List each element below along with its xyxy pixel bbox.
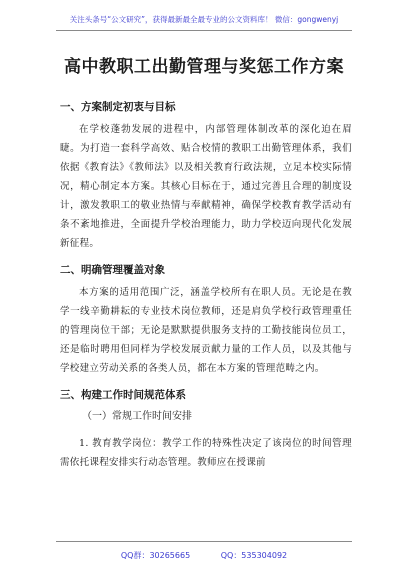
page-header-note: 关注头条号“公文研究”，获得最新最全最专业的公文资料库！ 微信：gongwenyj [69, 15, 339, 24]
document-title: 高中教职工出勤管理与奖惩工作方案 [64, 57, 344, 77]
footer-divider [56, 541, 352, 542]
footer-qq-contact: QQ：535304092 [220, 551, 288, 560]
section-3-subheading: （一）常规工作时间安排 [82, 411, 192, 422]
section-heading-3: 三、构建工作时间规范体系 [60, 389, 186, 401]
section-heading-1: 一、方案制定初衷与目标 [60, 101, 176, 113]
section-1-paragraph: 在学校蓬勃发展的进程中，内部管理体制改革的深化迫在眉睫。为打造一套科学高效、贴合校情的教职工出勤管理体系，我们依据《教育法》《教师法》以及相关教育行政法规，立足本校实际情况，精心制定本方案。其核心目标在于，通过完善且合理的制度设计，激发教职工的敬业热情与奉献精神，确保学校教育教学活动有条不紊地推进，全面提升学校治理能力，助力学校迈向现代化发展新征程。 [60, 124, 352, 249]
footer-qq-group: QQ群：30265665 [120, 551, 191, 560]
page-footer [0, 550, 408, 561]
header-divider [56, 30, 352, 31]
document-body [60, 98, 352, 480]
section-3-paragraph: 1. 教育教学岗位：教学工作的特殊性决定了该岗位的时间管理需依托课程安排实行动态管理。教师应在授课前 [60, 438, 352, 468]
section-heading-2: 二、明确管理覆盖对象 [60, 264, 165, 276]
section-2-paragraph: 本方案的适用范围广泛，涵盖学校所有在职人员。无论是在教学一线辛勤耕耘的专业技术岗位教师，还是肩负学校行政管理重任的管理岗位干部；无论是默默提供服务支持的工勤技能岗位员工，还是临时聘用但同样为学校发展贡献力量的工作人员，以及其他与学校建立劳动关系的各类人员，都在本方案的管理范畴之内。 [60, 287, 352, 374]
